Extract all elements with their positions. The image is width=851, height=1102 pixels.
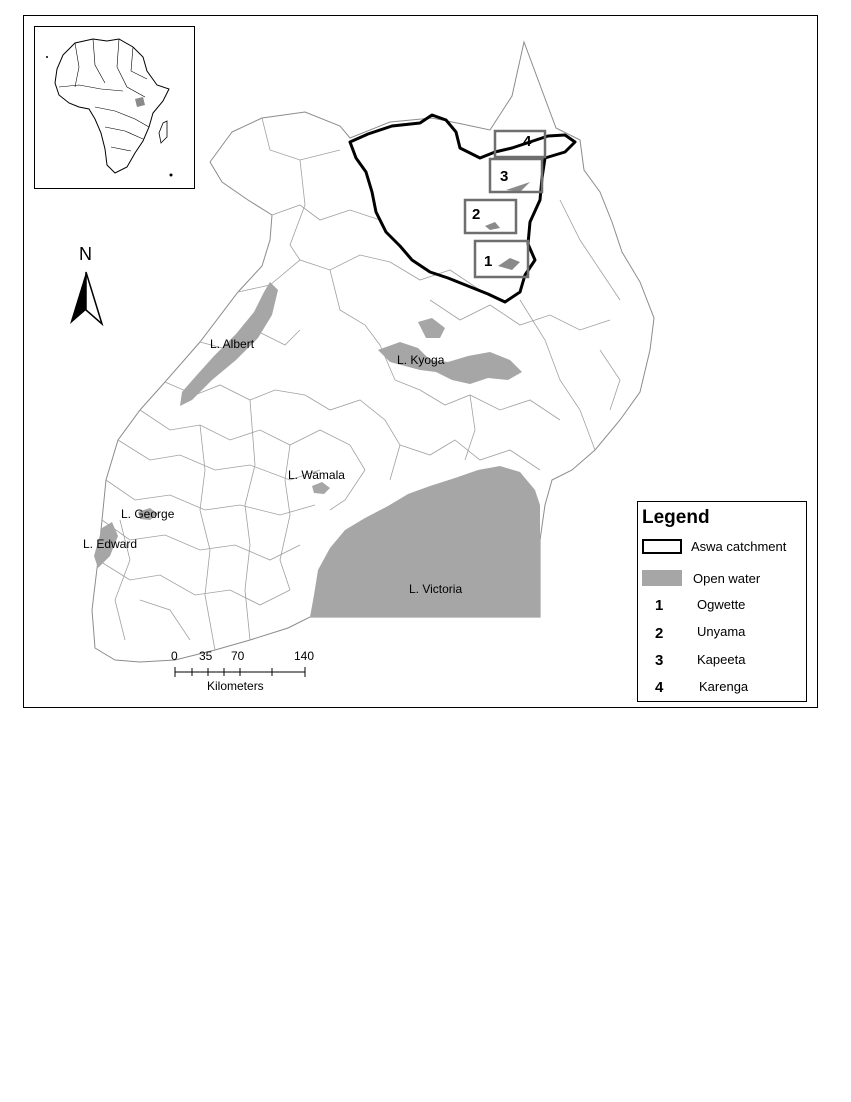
label-lake-kyoga: L. Kyoga [397, 353, 445, 367]
legend-label-catchment: Aswa catchment [691, 539, 787, 554]
africa-inset-map [34, 26, 195, 189]
africa-outline-icon [35, 27, 194, 188]
legend-site-name: Ogwette [697, 597, 746, 612]
label-lake-victoria: L. Victoria [409, 582, 463, 596]
legend-row-site-3 [638, 651, 806, 671]
legend-site-name: Unyama [697, 624, 746, 639]
label-lake-wamala: L. Wamala [288, 468, 345, 482]
north-arrow-icon [70, 272, 102, 324]
legend-row-catchment [638, 538, 806, 558]
label-lake-george: L. George [121, 507, 175, 521]
open-water-swatch [642, 570, 682, 586]
scale-tick-label: 35 [199, 649, 213, 663]
scale-tick-label: 70 [231, 649, 245, 663]
legend-row-water [638, 568, 806, 588]
catchment-swatch [642, 539, 682, 554]
legend-title: Legend [642, 507, 710, 528]
scale-tick-label: 0 [171, 649, 178, 663]
site-box-label-2: 2 [472, 206, 481, 223]
legend-row-site-4 [638, 678, 806, 698]
legend-row-site-1 [638, 596, 806, 616]
label-lake-edward: L. Edward [83, 537, 138, 551]
site-box-label-3: 3 [500, 168, 509, 185]
legend-site-num: 3 [655, 652, 664, 669]
scale-tick-label: 140 [294, 649, 315, 663]
legend-site-name: Karenga [699, 679, 749, 694]
north-label: N [79, 244, 92, 264]
legend-site-num: 1 [655, 597, 664, 614]
site-box-label-1: 1 [484, 253, 493, 270]
label-lake-albert: L. Albert [210, 337, 255, 351]
scale-unit-label: Kilometers [207, 679, 264, 693]
legend-site-num: 4 [655, 679, 664, 696]
scale-bar [175, 667, 305, 677]
legend-row-site-2 [638, 624, 806, 644]
legend-label-water: Open water [693, 571, 761, 586]
site-box-label-4: 4 [523, 133, 532, 150]
legend-site-name: Kapeeta [697, 652, 746, 667]
legend-site-num: 2 [655, 625, 664, 642]
legend [637, 501, 807, 702]
